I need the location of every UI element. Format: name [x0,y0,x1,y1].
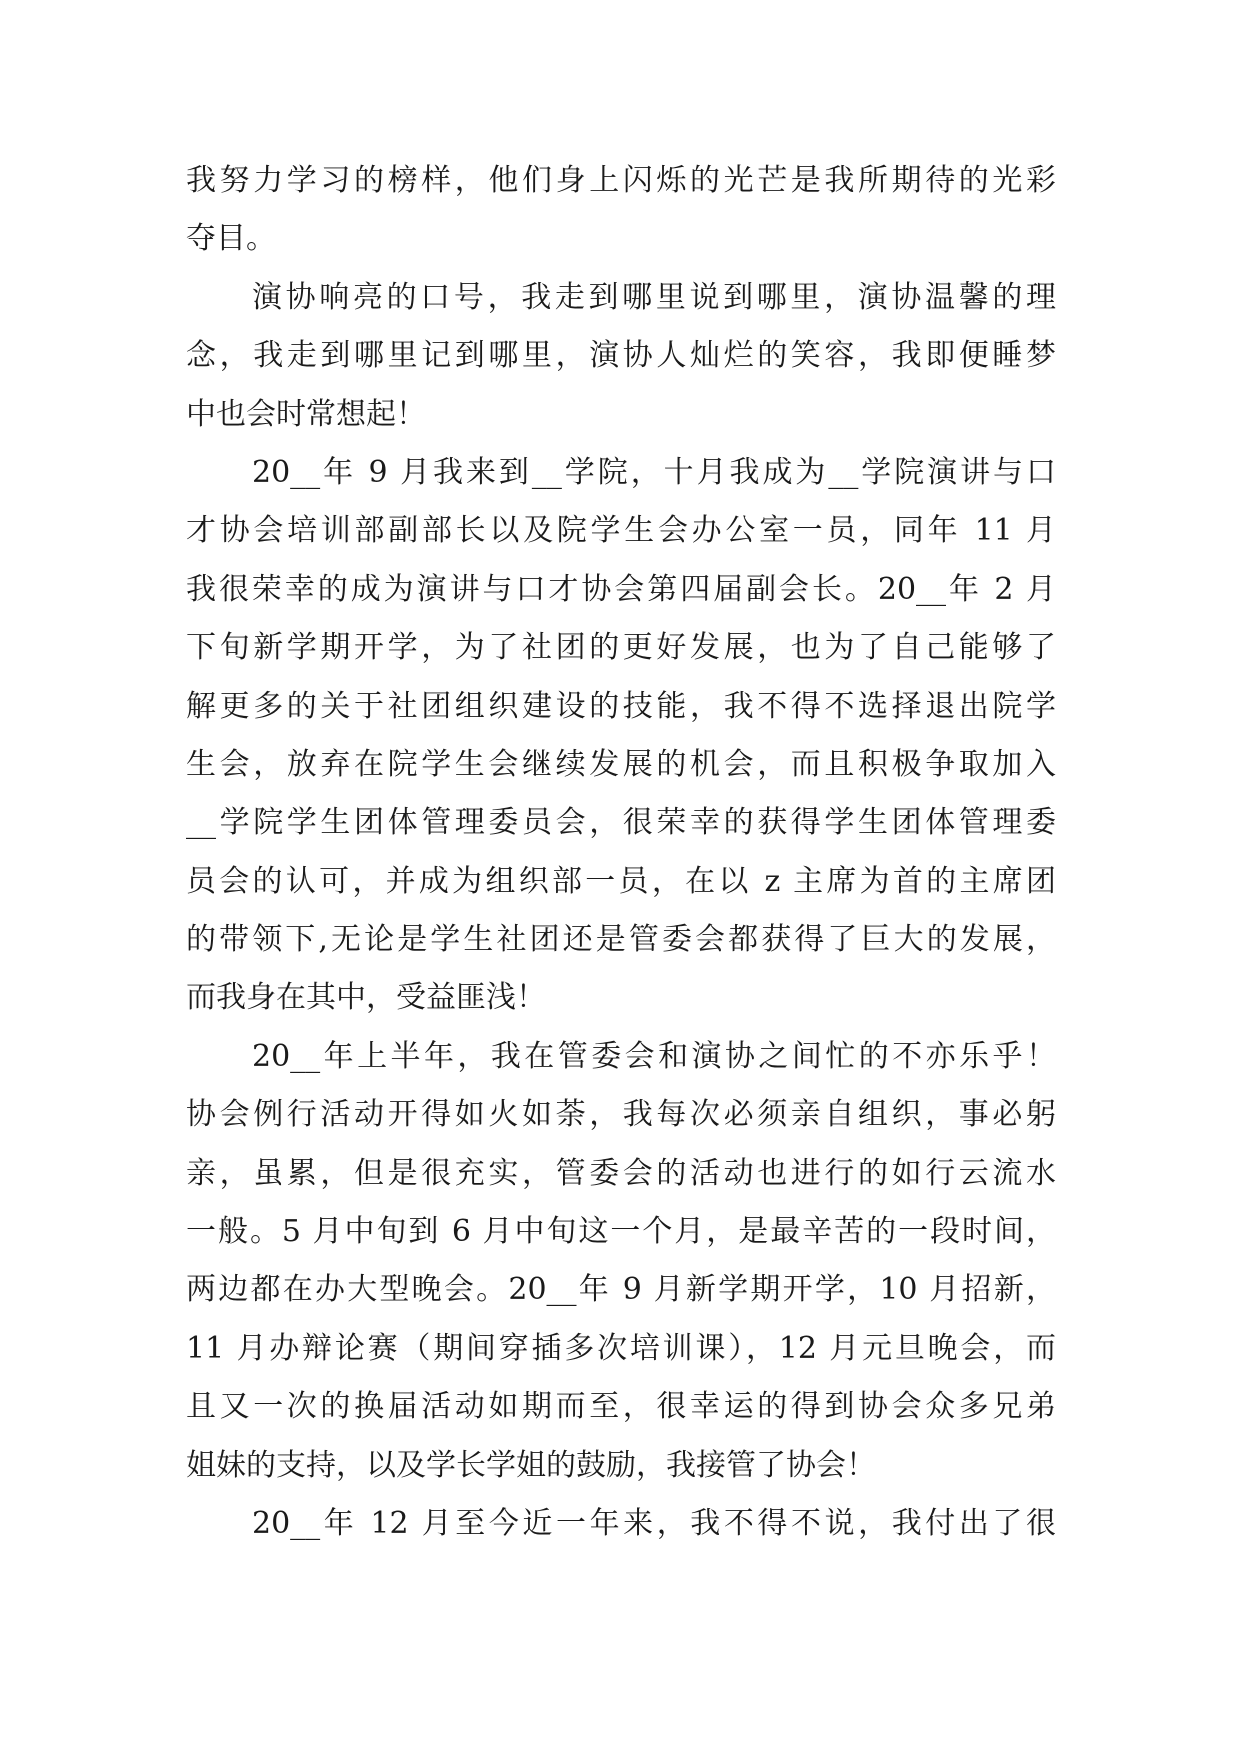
text-line: 我努力学习的榜样，他们身上闪烁的光芒是我所期待的光彩 [186,163,1056,198]
text-line: __学院学生团体管理委员会，很荣幸的获得学生团体管理委 [186,805,1056,841]
paragraph-first-line: 演协响亮的口号，我走到哪里说到哪里，演协温馨的理 [252,279,1056,315]
text-line: 且又一次的换届活动如期而至，很幸运的得到协会众多兄弟 [186,1389,1056,1425]
paragraph-first-line: 20__年上半年，我在管委会和演协之间忙的不亦乐乎！ [252,1038,1056,1074]
text-line: 亲，虽累，但是很充实，管委会的活动也进行的如行云流水 [186,1155,1056,1191]
text-line: 的带领下,无论是学生社团还是管委会都获得了巨大的发展， [186,922,1056,958]
text-line: 下旬新学期开学，为了社团的更好发展，也为了自己能够了 [186,630,1056,666]
text-line: 姐妹的支持，以及学长学姐的鼓励，我接管了协会！ [186,1447,876,1483]
text-line: 生会，放弃在院学生会继续发展的机会，而且积极争取加入 [186,746,1056,782]
paragraph-first-line: 20__年 12 月至今近一年来，我不得不说，我付出了很 [252,1505,1056,1541]
text-line: 念，我走到哪里记到哪里，演协人灿烂的笑容，我即便睡梦 [186,338,1056,374]
body-text [186,152,1056,1553]
text-line: 才协会培训部副部长以及院学生会办公室一员，同年 11 月 [186,513,1056,549]
text-line: 两边都在办大型晚会。20__年 9 月新学期开学，10 月招新， [186,1272,1056,1308]
text-line: 员会的认可，并成为组织部一员，在以 z 主席为首的主席团 [186,863,1056,899]
paragraph-first-line: 20__年 9 月我来到__学院，十月我成为__学院演讲与口 [252,454,1056,490]
text-line: 而我身在其中，受益匪浅！ [186,980,546,1016]
text-line: 解更多的关于社团组织建设的技能，我不得不选择退出院学 [186,688,1056,724]
text-line: 协会例行活动开得如火如荼，我每次必须亲自组织，事必躬 [186,1097,1056,1133]
text-line: 我很荣幸的成为演讲与口才协会第四届副会长。20__年 2 月 [186,571,1056,607]
text-line: 中也会时常想起！ [186,396,426,432]
text-line: 夺目。 [186,221,276,257]
text-line: 一般。5 月中旬到 6 月中旬这一个月，是最辛苦的一段时间， [186,1214,1056,1250]
text-line: 11 月办辩论赛（期间穿插多次培训课），12 月元旦晚会，而 [186,1330,1056,1366]
